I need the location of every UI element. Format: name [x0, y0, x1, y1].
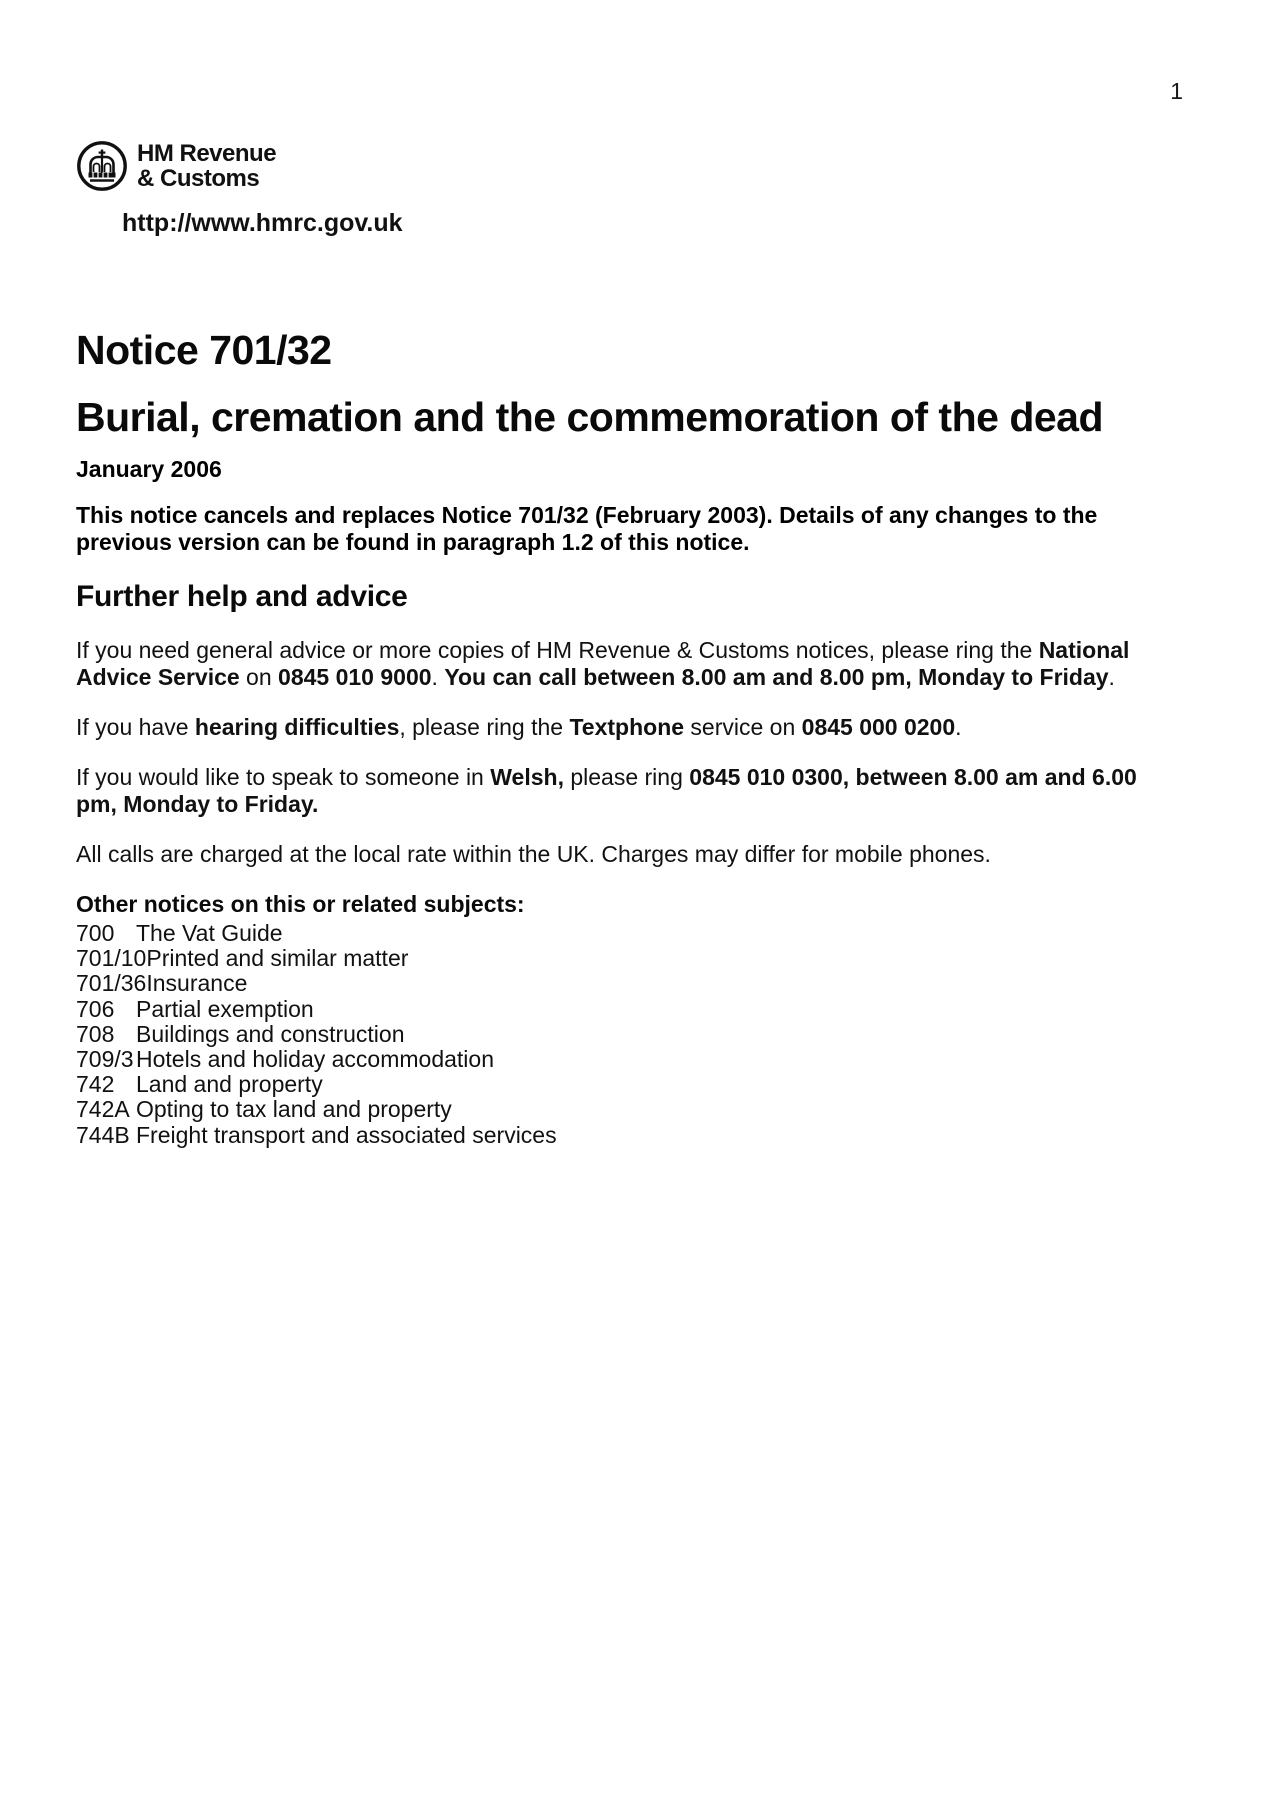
- notice-list-item: [76, 971, 1178, 996]
- text-run: If you would like to speak to someone in: [76, 764, 491, 790]
- text-run: .: [1108, 664, 1115, 690]
- notice-title: Buildings and construction: [136, 1020, 405, 1047]
- text-run: Textphone: [569, 714, 685, 740]
- notice-list-item: [76, 1047, 1178, 1072]
- page-number: 1: [1170, 78, 1183, 104]
- text-run: on: [239, 664, 279, 690]
- paragraph-call-charges: [76, 841, 1178, 868]
- paragraph-national-advice: [76, 637, 1178, 691]
- notice-title: Insurance: [146, 970, 248, 997]
- text-run: 0845 010 9000: [278, 664, 432, 690]
- notice-code: 709/3: [76, 1046, 134, 1073]
- paragraph-textphone: [76, 714, 1178, 741]
- notice-title: Hotels and holiday accommodation: [136, 1046, 494, 1073]
- notice-list-item: [76, 1072, 1178, 1097]
- notice-code: 706: [76, 995, 115, 1022]
- text-run: All calls are charged at the local rate within the UK. Charges may differ for mobile phones.: [76, 841, 991, 867]
- notice-title: Opting to tax land and property: [136, 1096, 452, 1123]
- hmrc-url: http://www.hmrc.gov.uk: [122, 209, 403, 237]
- notice-code: 708: [76, 1020, 115, 1047]
- notice-code: 700: [76, 920, 115, 946]
- notice-code: 701/10: [76, 945, 147, 972]
- text-run: Welsh,: [490, 764, 564, 790]
- notice-title: Freight transport and associated services: [136, 1121, 557, 1148]
- notice-list-item: [76, 997, 1178, 1022]
- hmrc-logo-line2: & Customs: [137, 165, 260, 192]
- text-run: , please ring the: [399, 714, 570, 740]
- notice-list-item: [76, 1097, 1178, 1122]
- notice-title: The Vat Guide: [136, 920, 283, 946]
- notice-title: Partial exemption: [136, 995, 314, 1022]
- text-run: If you have: [76, 714, 195, 740]
- hmrc-logo: [76, 140, 1178, 192]
- text-run: If you need general advice or more copies of HM Revenue & Customs notices, please ring the: [76, 637, 1039, 663]
- notice-list-item: [76, 1022, 1178, 1047]
- text-run: please ring: [563, 764, 690, 790]
- page-content: [76, 0, 1178, 1148]
- text-run: .: [955, 714, 962, 740]
- text-run: You can call between 8.00 am and 8.00 pm, Monday to Friday: [444, 664, 1109, 690]
- text-run: .: [431, 664, 445, 690]
- hmrc-logo-line1: HM Revenue: [137, 140, 277, 167]
- text-run: National Advice Service: [76, 637, 1130, 690]
- text-run: hearing difficulties: [194, 714, 400, 740]
- notice-date: January 2006: [76, 456, 222, 482]
- text-run: service on: [684, 714, 802, 740]
- notice-code: 744B: [76, 1121, 130, 1148]
- notice-list-item: [76, 946, 1178, 971]
- paragraph-welsh: [76, 764, 1178, 818]
- notice-code: 742: [76, 1071, 115, 1098]
- text-run: 0845 010 0300, between 8.00 am and 6.00 pm, Monday to Friday.: [76, 764, 1137, 817]
- other-notices-heading: Other notices on this or related subjects:: [76, 891, 525, 917]
- other-notices-list: [76, 921, 1178, 1148]
- hmrc-logo-text: [137, 141, 276, 191]
- notice-title: Printed and similar matter: [146, 945, 409, 972]
- notice-number-title: Notice 701/32: [76, 327, 332, 373]
- notice-code: 701/36: [76, 970, 147, 997]
- notice-subject-title: Burial, cremation and the commemoration of the dead: [76, 394, 1104, 440]
- text-run: 0845 000 0200: [801, 714, 956, 740]
- notice-list-item: [76, 921, 1178, 946]
- replacement-note: This notice cancels and replaces Notice 701/32 (February 2003). Details of any changes to the previous version can be found in paragraph 1.2 of this notice.: [76, 502, 1098, 555]
- further-help-heading: Further help and advice: [76, 580, 408, 613]
- notice-list-item: [76, 1123, 1178, 1148]
- notice-code: 742A: [76, 1096, 130, 1123]
- hmrc-crown-icon: [76, 140, 128, 192]
- notice-title: Land and property: [136, 1071, 323, 1098]
